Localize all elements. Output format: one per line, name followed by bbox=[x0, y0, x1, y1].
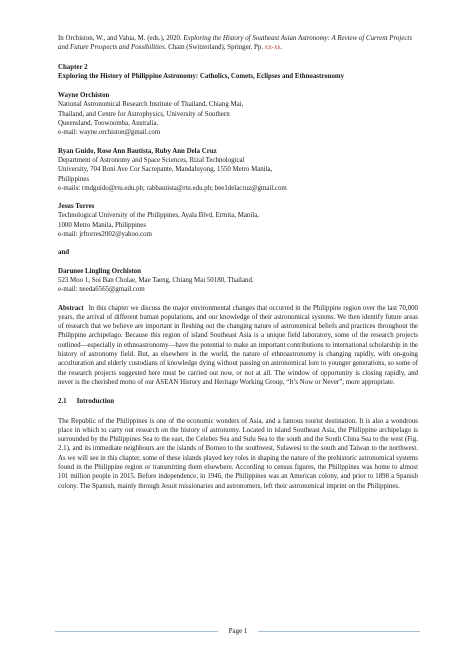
affiliation-line: Department of Astronomy and Space Sciences, Rizal Technological bbox=[58, 156, 245, 164]
author-block-3 bbox=[58, 202, 418, 239]
affiliation-line: 523 Moo 1, Soi Ban Cholae, Mae Taeng, Chiang Mai 50180, Thailand. bbox=[58, 276, 254, 284]
affiliation-line: Thailand, and Centre for Astrophysics, University of Southern bbox=[58, 110, 230, 118]
section-heading bbox=[58, 397, 418, 406]
affiliation-line: Queensland, Toowoomba, Australia. bbox=[58, 120, 159, 128]
author-name: Jesus Torres bbox=[58, 203, 95, 211]
email-line: e-mail: needa6565@gmail.com bbox=[58, 286, 145, 294]
email-line: e-mails: rmdguido@rtu.edu.ph; rabbautista@rtu.edu.ph; bee1delacruz@gmail.com bbox=[58, 184, 287, 192]
footer-rule-right bbox=[258, 631, 420, 632]
abstract bbox=[58, 304, 418, 388]
and-separator: and bbox=[58, 249, 70, 257]
citation-prefix: In Orchiston, W., and Vahia, M. (eds.), 2020. bbox=[58, 35, 184, 42]
email-line: e-mail: jrftorres2002@yahoo.com bbox=[58, 231, 152, 239]
chapter-title: Exploring the History of Philippine Astronomy: Catholics, Comets, Eclipses and Ethnoastronomy bbox=[58, 72, 345, 80]
paper-page bbox=[58, 34, 418, 491]
chapter-number: Chapter 2 bbox=[58, 63, 88, 71]
email-line: e-mail: wayne.orchiston@gmail.com bbox=[58, 129, 161, 137]
page-number: Page 1 bbox=[228, 627, 248, 635]
author-name: Darunee Lingling Orchiston bbox=[58, 267, 141, 275]
section-number: 2.1 bbox=[58, 398, 67, 406]
abstract-label: Abstract bbox=[58, 304, 84, 312]
author-block-4 bbox=[58, 267, 418, 295]
section-title: Introduction bbox=[76, 398, 115, 406]
author-block-2 bbox=[58, 147, 418, 193]
affiliation-line: 1000 Metro Manila, Philippines bbox=[58, 221, 147, 229]
footer-rule-left bbox=[55, 631, 218, 632]
citation bbox=[58, 34, 418, 53]
abstract-text: In this chapter we discuss the major environmental changes that occurred in the Philippine region over the last 70,000 years, the arrival of different human populations, and our knowledge of their astronomical systems. We then identify future areas of research that we believe are important in fleshing out the changing nature of astronomical beliefs and practices throughout the Philippine archipelago. Because this region of island Southeast Asia is a unique field laboratory, some of the research projects outlined—especially in ethnoastronomy—have the potential to make an important contributions to international scholarship in the history of astronomy field. But, as elsewhere in the world, the nature of ethnoastronomy is changing rapidly, with on-going acculturation and elderly custodians of knowledge dying without passing on astronomical lore to younger generations, so some of the research projects suggested here must be carried out now, or not at all. The window of opportunity is closing rapidly, and never is the cherished motto of our ASEAN History and Heritage Working Group, “It’s Now or Never”, more appropriate. bbox=[58, 304, 418, 386]
citation-pages: xx-xx. bbox=[264, 44, 283, 52]
author-block-1 bbox=[58, 91, 418, 137]
author-name: Ryan Guido, Rose Ann Bautista, Ruby Ann Dela Cruz bbox=[58, 147, 217, 155]
introduction-paragraph: The Republic of the Philippines is one of the economic wonders of Asia, and a famous tourist destination. It is also a wondrous place in which to carry out research on the history of astronomy. Located in island Southeast Asia, the Philippine archipelago is surrounded by the Philippines Sea to the east, the Celebes Sea and Sulu Sea to the south and the South China Sea to the west (Fig. 2.1), and its immediate neighbours are the islands of Borneo to the southwest, Sulawesi to the south and Taiwan to the northwest. As we will see in this chapter, some of these islands played key roles in shaping the nature of the prehistoric astronomical systems found in the Philippine region or transmitting them elsewhere. According to census figures, the Philippines was home to almost 101 million people in 2015. Before independence, in 1946, the Philippines was an American colony, and prior to 1898 a Spanish colony. The Spanish, mainly through Jesuit missionaries and astronomers, left their astronomical imprint on the Philippines. bbox=[58, 417, 418, 490]
affiliation-line: Philippines bbox=[58, 175, 90, 183]
author-name: Wayne Orchiston bbox=[58, 92, 110, 100]
citation-book-title: Exploring the History of Southeast Asian Astronomy: A Review of Current Projects and Future Prospects and Possibilities bbox=[58, 35, 413, 52]
affiliation-line: Technological University of the Philippines, Ayala Blvd, Ermita, Manila, bbox=[58, 212, 259, 220]
affiliation-line: University, 704 Boni Ave Cor Sacrepante, Mandaluyong, 1550 Metro Manila, bbox=[58, 166, 273, 174]
affiliation-line: National Astronomical Research Institute of Thailand, Chiang Mai, bbox=[58, 101, 244, 109]
citation-publisher: . Cham (Switzerland), Springer. Pp. bbox=[164, 44, 265, 52]
